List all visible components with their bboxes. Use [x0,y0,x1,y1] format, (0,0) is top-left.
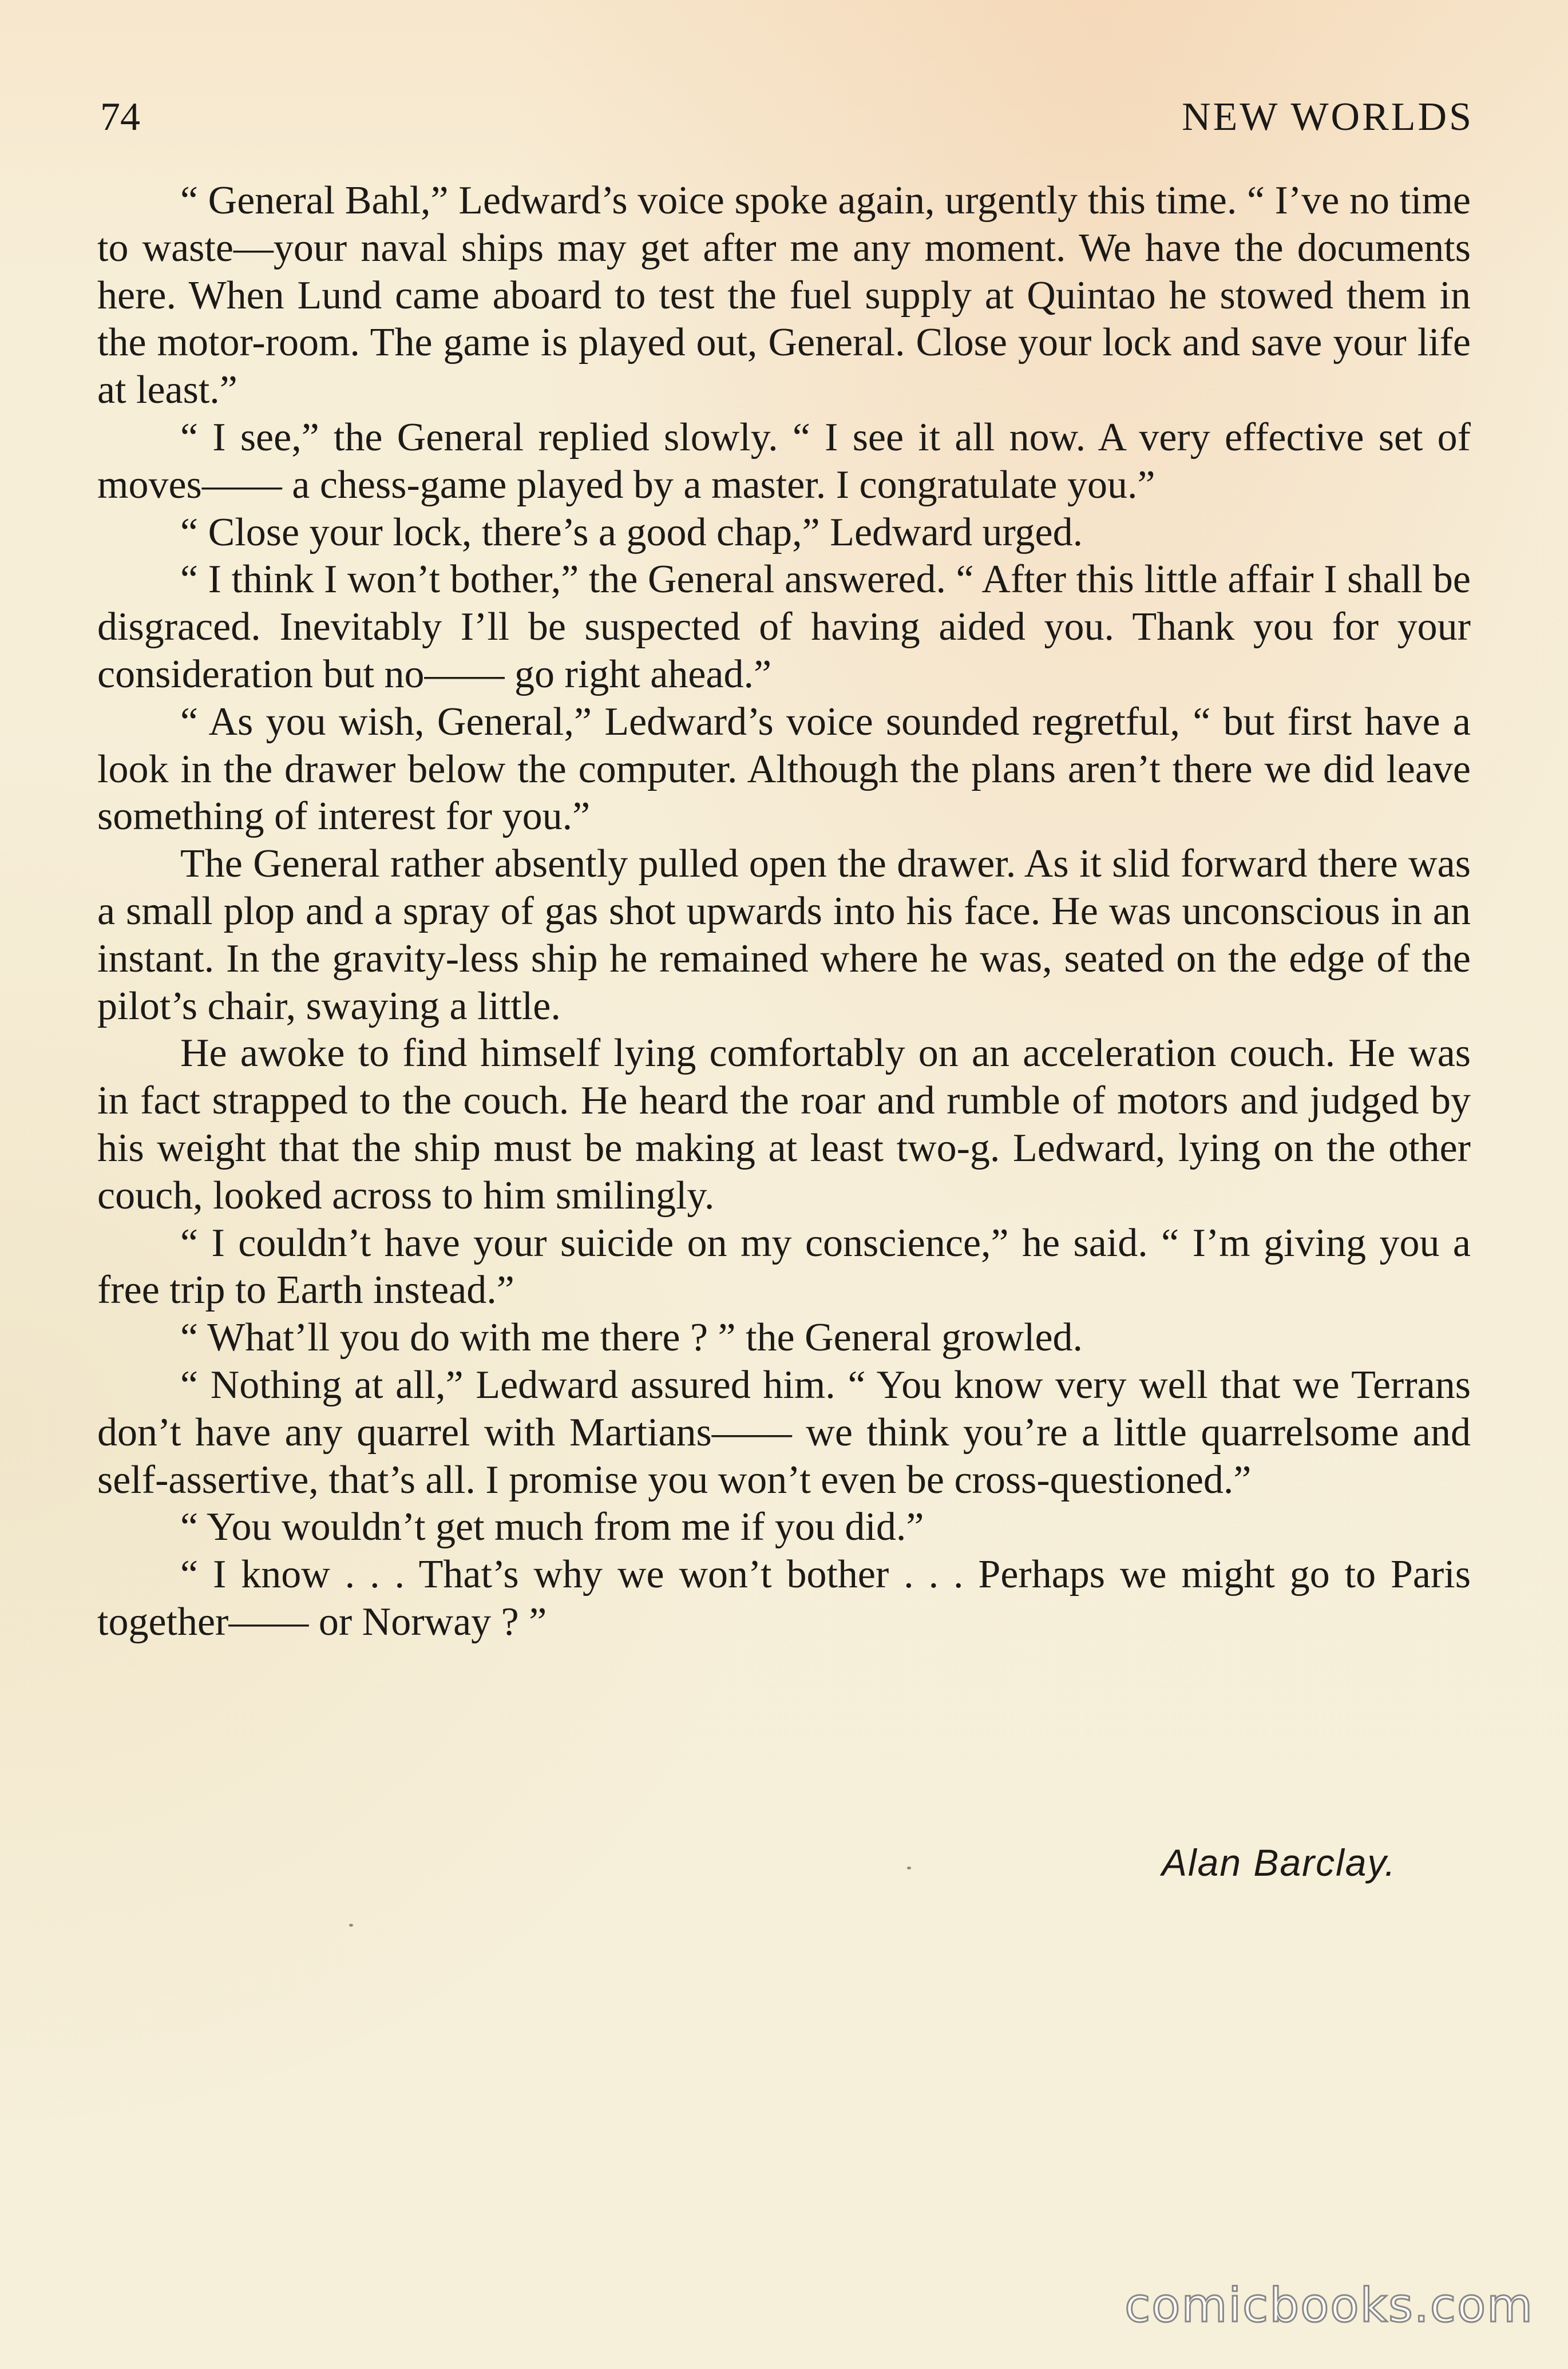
paragraph: “ General Bahl,” Ledward’s voice spoke again, urgently this time. “ I’ve no time to waste—your naval ships may get after me any moment. We have the documents here. When Lund came aboard to test the fuel supply at Quintao he stowed them in the motor-room. The game is played out, General. Close your lock and save your life at least.” [97,179,1471,413]
paragraph: “ Close your lock, there’s a good chap,” Ledward urged. [180,510,1083,554]
story-text [97,177,1471,1646]
page-number: 74 [100,95,140,139]
paragraph: “ I couldn’t have your suicide on my conscience,” he said. “ I’m giving you a free trip to Earth instead.” [97,1221,1471,1313]
watermark: comicbooks.com [1124,2279,1534,2333]
paragraph: “ I know . . . That’s why we won’t bother . . . Perhaps we might go to Paris together—— or Norway ? ” [97,1552,1471,1644]
paragraph: The General rather absently pulled open the drawer. As it slid forward there was a small plop and a spray of gas shot upwards into his face. He was unconscious in an instant. In the gravity-less ship he remained where he was, seated on the edge of the pilot’s chair, swaying a little. [97,842,1471,1028]
paragraph: “ As you wish, General,” Ledward’s voice sounded regretful, “ but first have a look in the drawer below the computer. Although the plans aren’t there we did leave something of interest for you.” [97,699,1471,839]
paragraph: He awoke to find himself lying comfortably on an acceleration couch. He was in fact strapped to the couch. He heard the roar and rumble of motors and judged by his weight that the ship must be making at least two-g. Ledward, lying on the other couch, looked across to him smilingly. [97,1031,1471,1218]
print-speck [349,1924,353,1927]
paragraph: “ Nothing at all,” Ledward assured him. “ You know very well that we Terrans don’t have any quarrel with Martians—— we think you’re a little quarrelsome and self-assertive, that’s all. I promise you won’t even be cross-questioned.” [97,1362,1471,1502]
running-head [100,86,1474,149]
journal-title: NEW WORLDS [1182,95,1474,139]
paragraph: “ What’ll you do with me there ? ” the General growled. [180,1316,1083,1360]
author-signature: Alan Barclay. [1162,1841,1396,1884]
paragraph: “ I think I won’t bother,” the General answered. “ After this little affair I shall be disgraced. Inevitably I’ll be suspected of having aided you. Thank you for your consideration but no—— go right ahead.” [97,557,1471,696]
paragraph: “ I see,” the General replied slowly. “ I see it all now. A very effective set of moves—— a chess-game played by a master. I congratulate you.” [97,415,1471,507]
paragraph: “ You wouldn’t get much from me if you did.” [180,1505,924,1550]
print-speck [907,1867,911,1869]
